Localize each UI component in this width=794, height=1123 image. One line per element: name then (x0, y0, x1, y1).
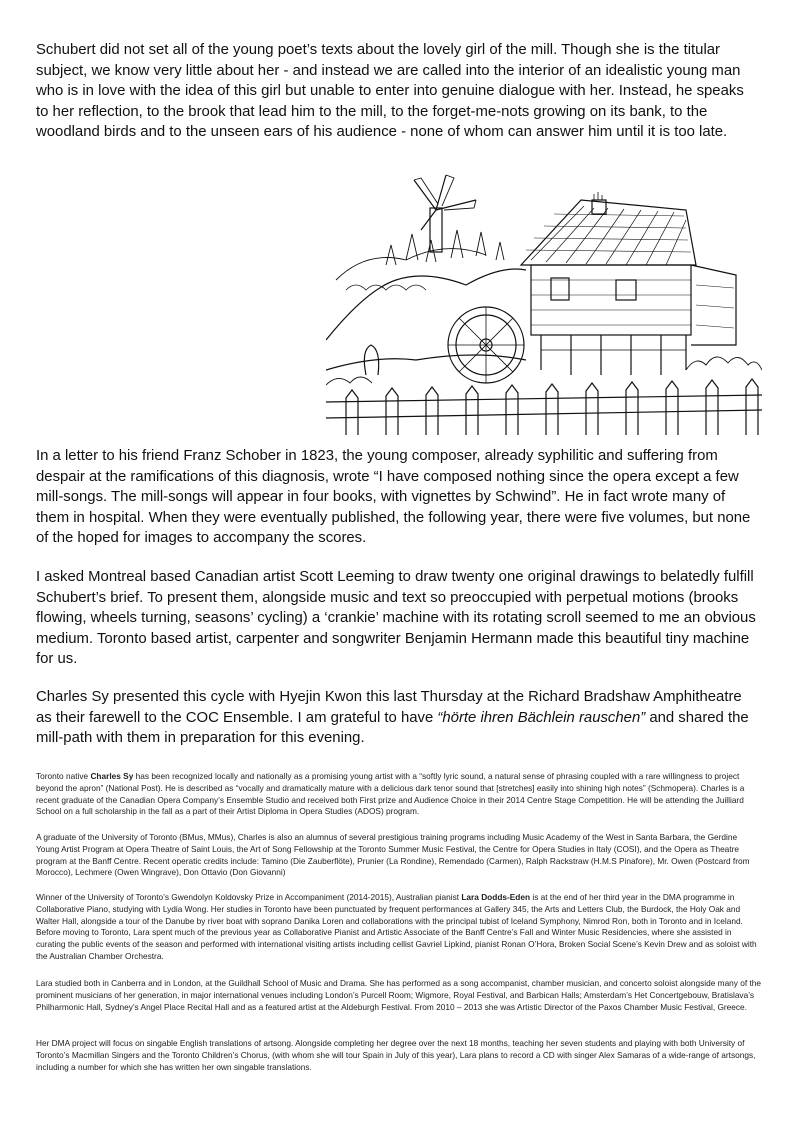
bio-text: Winner of the University of Toronto’s Gwendolyn Koldovsky Prize in Accompaniment (2014-2015), Australian pianist (36, 892, 462, 902)
intro-paragraph-4 (36, 687, 758, 749)
paragraph-4-start: Charles Sy presented this cycle with Hyejin Kwon this last Thursday at the Richard Bradshaw Amphitheatre as their farewell to the COC Ensemble. I am grateful to have (36, 689, 742, 726)
bio-charles-sy-1 (36, 771, 762, 818)
bio-text: has been recognized locally and nationally as a promising young artist with a “softly lyric sound, a natural sense of phrasing coupled with a rare willingness to project beyond the apron” (National Post). He is described as “vocally and dramatically mature with a delicious dark tenor sound that [stretches] easily into shining high notes” (Schmopera). Charles is a recent graduate of the Canadian Opera Company’s Ensemble Studio and received both First prize and Audience Choice in their 2014 Centre Stage Competition. He will be attending the Juilliard School on a full scholarship in the fall as a part of their Artist Diploma in Opera Studies (ADOS) program. (36, 771, 745, 817)
bio-lara-dodds-eden-2: Lara studied both in Canberra and in London, at the Guildhall School of Music and Drama. She has performed as a song accompanist, chamber musician, and concerto soloist alongside many of the prominent musicians of her generation, in major international venues including London’s Purcell Room; Wigmore, Royal Festival, and Barbican Halls; Amsterdam’s Het Concertgebouw, Bratislava’s Philharmonic Hall, Sydney’s Angel Place Recital Hall and as a featured artist at the Aldeburgh Festival. From 2010 – 2013 she was Artistic Director of the Paxos Chamber Music Festival, Greece. (36, 978, 762, 1012)
artist-name: Lara Dodds-Eden (461, 892, 531, 902)
bio-text: is at the end of her third year in the DMA programme in Collaborative Piano, studying with Lydia Wong. Her studies in Toronto have been punctuated by frequent performances at Gallery 345, the Arts and Letters Club, the Burdock, the Holy Oak and Walter Hall, alongside a tour of the Danube by river boat with soprano Danika Loren and collaborations with the principal tubist of Iceland Symphony, Nimrod Ron, both in Toronto and in Iceland. Before moving to Toronto, Lara spent much of the previous year as Collaborative Pianist and Artistic Associate of the Banff Centre’s Fall and Winter Music Residencies, where she assisted in curating the public events of the season and performed with international visiting artists including cellist Gavriel Lipkind, pianist Ronan O’Hora, Broken Social Scene’s Kevin Drew and as soloist with the Australian Chamber Orchestra. (36, 892, 757, 961)
intro-paragraph-1: Schubert did not set all of the young poet’s texts about the lovely girl of the mill. Though she is the titular subject, we know very little about her - and instead we are called into the interior of an idealistic young man who is in love with the idea of this girl but unable to enter into genuine dialogue with her. Instead, he speaks to her reflection, to the brook that lead him to the mill, to the forget-me-nots growing on its bank, to the woodland birds and to the unseen ears of his audience - none of whom can answer him until it is too late. (36, 42, 744, 141)
song-quote: “hörte ihren Bächlein rauschen” (437, 709, 646, 726)
bio-lara-dodds-eden-3: Her DMA project will focus on singable English translations of artsong. Alongside completing her degree over the next 18 months, teaching her seven students and playing with both University of Toronto’s Macmillan Singers and the Toronto Children’s Chorus, (with whom she will tour Spain in July of this year), Lara plans to record a CD with singer Alex Samaras of a wide-range of artsongs, including a number for which she has written her own singable translations. (36, 1038, 756, 1072)
bio-lara-dodds-eden-1 (36, 892, 762, 963)
watermill-drawing-icon (326, 170, 762, 435)
paragraph-4-end: and shared the mill-path with them in preparation for this evening. (36, 709, 749, 747)
bio-text: Toronto native (36, 771, 91, 781)
artist-name: Charles Sy (90, 771, 134, 781)
bio-charles-sy-2: A graduate of the University of Toronto (BMus, MMus), Charles is also an alumnus of several prestigious training programs including Music Academy of the West in Santa Barbara, the Gerdine Young Artist Program at Opera Theatre of Saint Louis, the Art of Song Fellowship at the Toronto Summer Music Festival, the Centre for Opera Studies in Italy (COSI), and the Opera as Theatre program at the Banff Centre. Recent operatic credits include: Tamino (Die Zauberflöte), Prunier (La Rondine), Remendado (Carmen), Ralph Rackstraw (H.M.S Pinafore), Mr. Owen (Postcard from Morocco), Lechmere (Owen Wingrave), Don Ottavio (Don Giovanni) (36, 832, 750, 878)
intro-paragraph-2: In a letter to his friend Franz Schober in 1823, the young composer, already syphilitic and suffering from despair at the ramifications of this diagnosis, wrote “I have composed nothing since the opera except a few mill-songs. The mill-songs will appear in four books, with vignettes by Schwind”. He in fact wrote many of them in hospital. When they were eventually published, the following year, there were five volumes, but none of the hoped for images to accompany the scores. (36, 448, 751, 547)
intro-paragraph-3: I asked Montreal based Canadian artist Scott Leeming to draw twenty one original drawings to belatedly fulfill Schubert’s brief. To present them, alongside music and text so preoccupied with perpetual motions (brooks flowing, wheels turning, seasons’ cycling) a ‘crankie’ machine with its rotating scroll seemed to me an obvious medium. Toronto based artist, carpenter and songwriter Benjamin Hermann made this beautiful tiny machine for us. (36, 569, 756, 668)
